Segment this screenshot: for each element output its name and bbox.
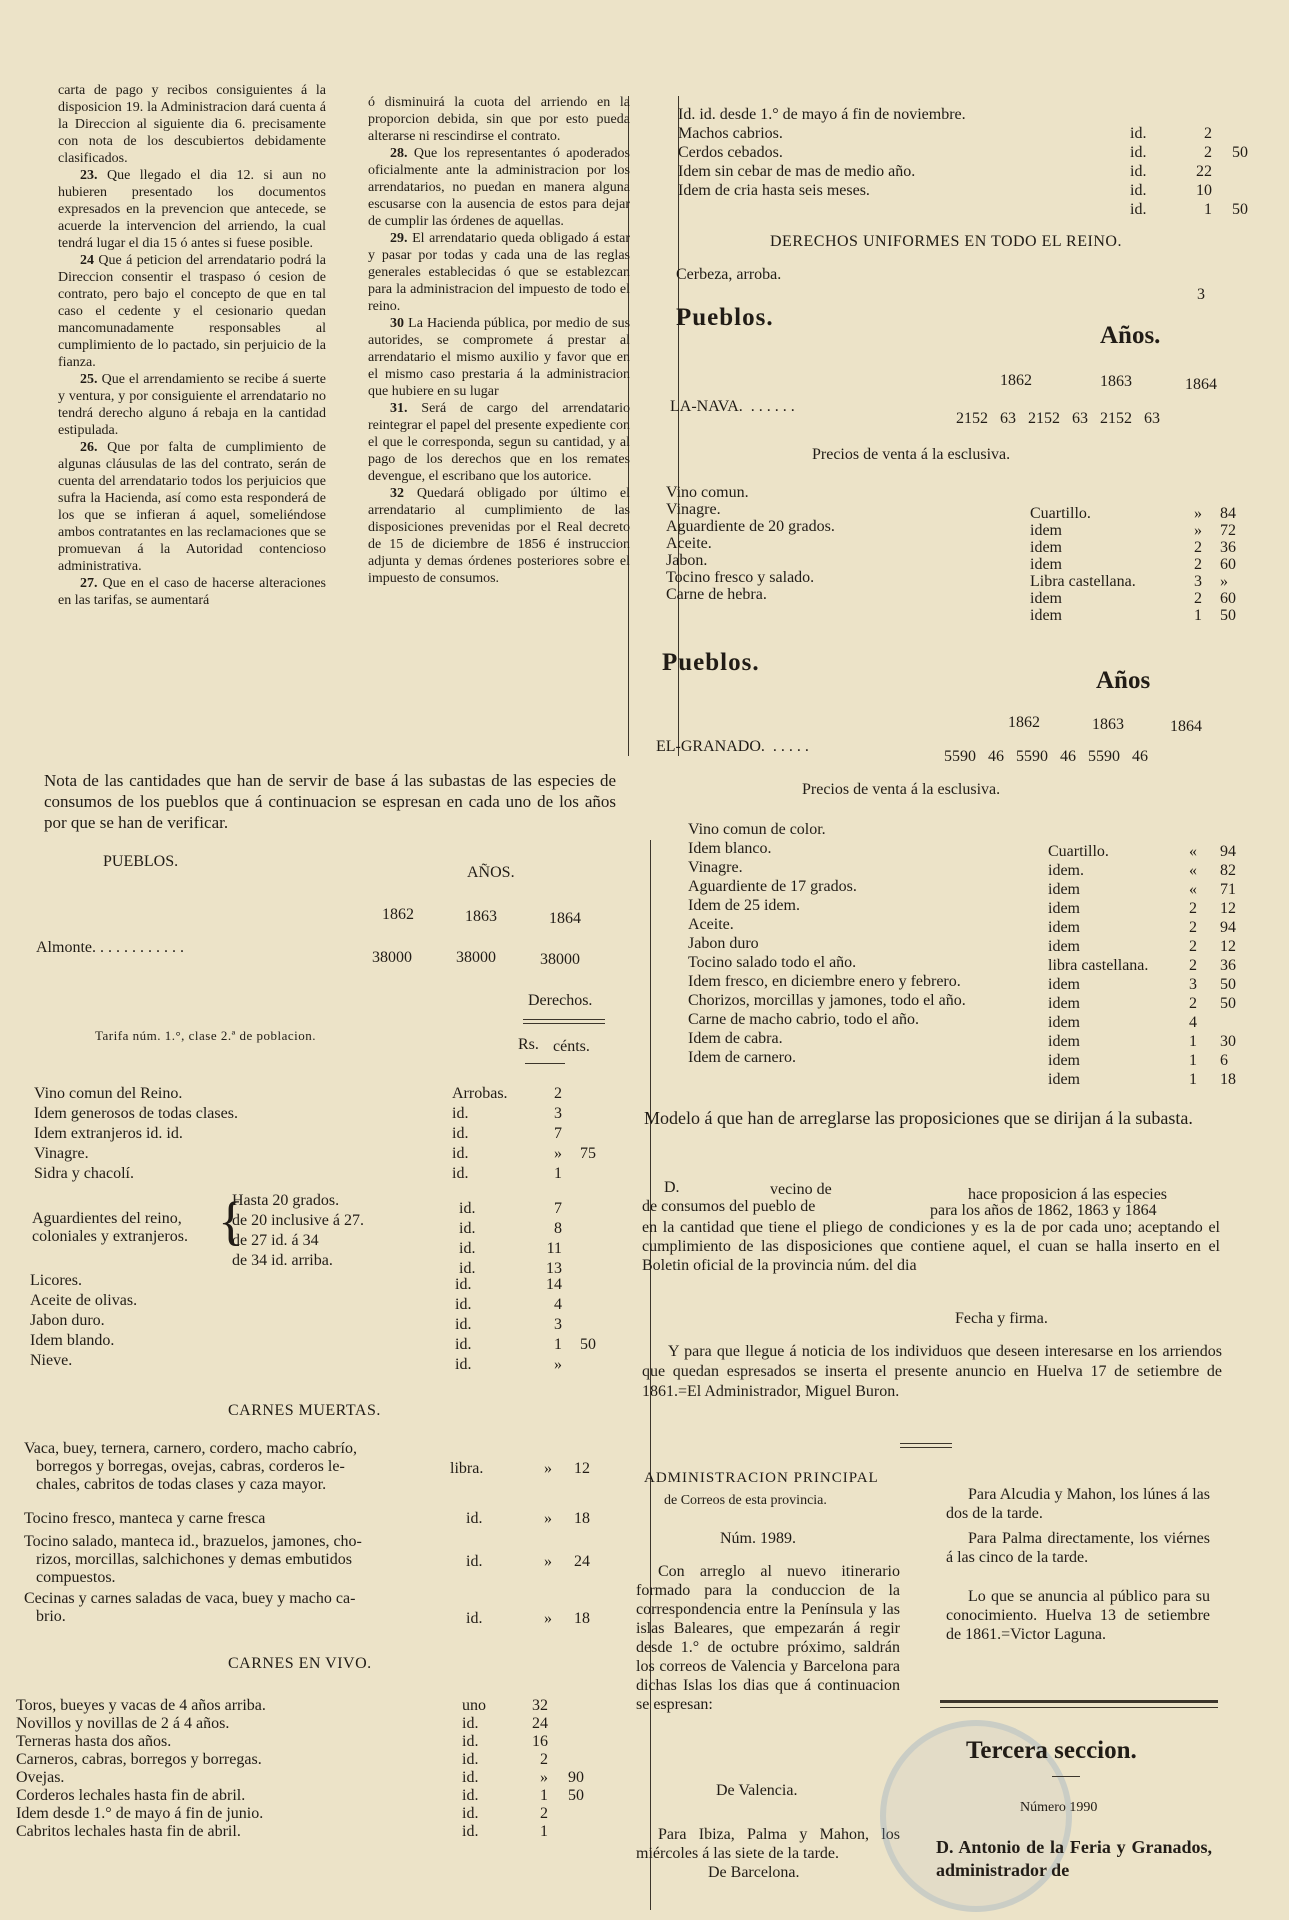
- condition-text: La Hacienda pública, por medio de sus autorides, se compromete á prestar al arrendatario el mismo auxilio y favor que en el mismo caso prestaria á la administracion que hubiere en su lugar: [368, 316, 631, 399]
- modelo-field: hace proposicion á las especies: [968, 1186, 1168, 1203]
- item-unit: idem.: [1048, 862, 1084, 879]
- item-reales: »: [554, 1145, 562, 1162]
- year-1862: 1862: [1000, 372, 1032, 389]
- item-cents: 36: [1220, 539, 1236, 556]
- pueblos-header: Pueblos.: [676, 304, 774, 331]
- condition-text: Quedará obligado por último el arrendatario al cumplimiento de las disposiciones prevenidas por el Real decreto de 15 de diciembre de 1856 é instruccion adjunta y demas órdenes posteriores sobre el impuesto de consumos.: [368, 486, 631, 586]
- modelo-field: D.: [664, 1179, 680, 1196]
- item-cents: 18: [574, 1510, 590, 1527]
- item-unit: idem: [1048, 1052, 1080, 1069]
- year-1863: 1863: [1100, 373, 1132, 390]
- item-unit: id.: [459, 1260, 476, 1277]
- item-name: Cabritos lechales hasta fin de abril.: [16, 1823, 241, 1840]
- item-unit: Cuartillo.: [1048, 843, 1109, 860]
- condition-paragraph: [368, 230, 630, 315]
- item-unit: id.: [1130, 163, 1147, 180]
- condition-paragraph: [58, 167, 326, 252]
- item-name: Idem desde 1.° de mayo á fin de junio.: [16, 1805, 264, 1822]
- item-unit: idem: [1048, 881, 1080, 898]
- aviso-text: Y para que llegue á noticia de los individuos que deseen interesarse en los arriendos que quedan espresados se inserta el presente anuncio en Huelva 17 de setiembre de 1861.=El Administrador, Miguel Buron.: [642, 1343, 1222, 1400]
- item-unit: id.: [466, 1610, 483, 1627]
- item-reales: 13: [546, 1260, 562, 1277]
- item-unit: idem: [1048, 938, 1080, 955]
- item-cents: 75: [580, 1145, 596, 1162]
- item-name: rizos, morcillas, salchichones y demas embutidos: [36, 1551, 352, 1568]
- divider: [900, 1443, 952, 1444]
- item-name: Vinagre.: [688, 859, 743, 876]
- item-reales: 2: [1194, 590, 1202, 607]
- item-reales: »: [540, 1769, 548, 1786]
- item-reales: »: [1194, 505, 1202, 522]
- item-reales: 4: [554, 1296, 562, 1313]
- item-name: Machos cabrios.: [678, 125, 783, 142]
- item-unit: id.: [1130, 182, 1147, 199]
- item-reales: 2: [1189, 919, 1197, 936]
- item-unit: id.: [452, 1165, 469, 1182]
- item-name: Jabon duro.: [30, 1312, 105, 1329]
- item-name: Idem extranjeros id. id.: [34, 1125, 183, 1142]
- item-name: borregos y borregas, ovejas, cabras, corderos le-: [36, 1458, 345, 1475]
- item-unit: id.: [459, 1220, 476, 1237]
- tercera-numero: Número 1990: [1020, 1800, 1098, 1815]
- item-name: Novillos y novillas de 2 á 4 años.: [16, 1715, 230, 1732]
- anuncio-text: Lo que se anuncia al público para su conocimiento. Huelva 13 de setiembre de 1861.=Victor Laguna.: [946, 1588, 1210, 1643]
- item-cents: 12: [1220, 938, 1236, 955]
- item-reales: »: [544, 1610, 552, 1627]
- item-reales: 24: [532, 1715, 548, 1732]
- item-reales: 1: [1194, 607, 1202, 624]
- cerveza-row: Cerbeza, arroba.: [676, 266, 782, 283]
- item-unit: id.: [455, 1276, 472, 1293]
- item-reales: 1: [1189, 1071, 1197, 1088]
- divider: [940, 1707, 1218, 1708]
- correos-subtitle: de Correos de esta provincia.: [664, 1493, 827, 1508]
- item-name: Aguardiente de 17 grados.: [688, 878, 857, 895]
- item-reales: 7: [554, 1125, 562, 1142]
- item-cents: 36: [1220, 957, 1236, 974]
- aguardiente-range: Hasta 20 grados.: [232, 1192, 340, 1209]
- item-unit: id.: [462, 1751, 479, 1768]
- item-unit: libra.: [450, 1460, 484, 1477]
- item-unit: id.: [459, 1240, 476, 1257]
- item-name: brio.: [36, 1608, 66, 1625]
- town-elgranado: EL-GRANADO. . . . . .: [656, 738, 809, 755]
- item-reales: «: [1189, 881, 1197, 898]
- item-name: Vinagre.: [34, 1145, 89, 1162]
- precios-heading: Precios de venta á la esclusiva.: [802, 781, 1001, 798]
- derechos-uniformes-heading: DERECHOS UNIFORMES EN TODO EL REINO.: [770, 233, 1122, 250]
- condition-number: 31.: [390, 401, 422, 416]
- item-unit: id.: [1130, 144, 1147, 161]
- nota-text: Nota de las cantidades que han de servir de base á las subastas de las especies de consumos de los pueblos que á continuacion se espresan en cada uno de los años por que se han de verificar.: [44, 771, 616, 832]
- item-reales: »: [544, 1553, 552, 1570]
- tarifa-heading: Tarifa núm. 1.°, clase 2.ª de poblacion.: [95, 1028, 317, 1043]
- item-name: Vino comun de color.: [688, 821, 826, 838]
- item-name: Idem de 25 idem.: [688, 897, 800, 914]
- item-name: Carne de hebra.: [666, 586, 767, 603]
- item-cents: 50: [1220, 607, 1236, 624]
- town-lanava: LA-NAVA. . . . . . .: [670, 398, 795, 415]
- palma-text: Para Palma directamente, los viérnes á las cinco de la tarde.: [946, 1530, 1210, 1566]
- item-cents: 94: [1220, 843, 1236, 860]
- year-1862: 1862: [382, 906, 414, 923]
- aguardiente-range: de 34 id. arriba.: [232, 1252, 333, 1269]
- condition-number: 26.: [80, 440, 108, 455]
- item-name: Aceite.: [688, 916, 734, 933]
- item-reales: 8: [554, 1220, 562, 1237]
- item-reales: 11: [546, 1240, 562, 1257]
- item-unit: idem: [1048, 995, 1080, 1012]
- item-unit: idem: [1048, 919, 1080, 936]
- condition-paragraph: [58, 371, 326, 439]
- anos-label: AÑOS.: [467, 864, 515, 881]
- item-unit: idem: [1048, 1033, 1080, 1050]
- condition-text: Será de cargo del arrendatario reintegrar el papel del presente expediente con el que le corresponda, segun su cantidad, y al pago de los derechos que en los remates devengue, el escribano que los autorice.: [368, 401, 631, 484]
- item-cents: 18: [574, 1610, 590, 1627]
- condition-text: Que llegado el dia 12. si aun no hubieren presentado los documentos expresados en la prevencion que antecede, se acuerde la intervencion del arriendo, la cual tendrá lugar el dia 15 ó antes si fuese posible.: [58, 168, 326, 251]
- item-reales: 2: [1194, 556, 1202, 573]
- item-name: Ovejas.: [16, 1769, 65, 1786]
- item-name: Aceite.: [666, 535, 712, 552]
- item-name: Carneros, cabras, borregos y borregas.: [16, 1751, 262, 1768]
- item-cents: 72: [1220, 522, 1236, 539]
- condition-number: 24: [80, 253, 99, 268]
- item-unit: id.: [455, 1356, 472, 1373]
- conditions-column-2: [368, 94, 630, 587]
- item-reales: »: [1194, 522, 1202, 539]
- item-reales: 4: [1189, 1014, 1197, 1031]
- item-name: Vino comun del Reino.: [34, 1085, 183, 1102]
- item-name: Vinagre.: [666, 501, 721, 518]
- correos-numero: Núm. 1989.: [720, 1530, 796, 1547]
- item-cents: 50: [1232, 201, 1248, 218]
- item-cents: 90: [568, 1769, 584, 1786]
- item-name: Aceite de olivas.: [30, 1292, 138, 1309]
- condition-number: 27.: [80, 576, 103, 591]
- item-unit: idem: [1030, 607, 1062, 624]
- condition-number: 28.: [390, 146, 414, 161]
- condition-paragraph: [58, 575, 326, 609]
- item-cents: 82: [1220, 862, 1236, 879]
- elgranado-values: 5590 46 5590 46 5590 46: [944, 748, 1148, 765]
- condition-paragraph: [58, 439, 326, 575]
- conditions-column-1: [58, 82, 326, 609]
- item-cents: 50: [1232, 144, 1248, 161]
- item-unit: id.: [1130, 125, 1147, 142]
- condition-text: carta de pago y recibos consiguientes á la disposicion 19. la Administracion dará cuenta á la Direccion al siguiente dia 6. precisamente con nota de los descubiertos debidamente clasificados.: [58, 83, 326, 166]
- item-reales: 2: [1189, 995, 1197, 1012]
- condition-paragraph: [368, 145, 630, 230]
- item-reales: 1: [554, 1336, 562, 1353]
- condition-text: Que el arrendamiento se recibe á suerte y ventura, y por consiguiente el arrendatario no tendrá derecho alguno á rebaja en la cantidad estipulada.: [58, 372, 326, 438]
- item-name: compuestos.: [36, 1569, 116, 1586]
- aguardientes-label: Aguardientes del reino,: [32, 1210, 182, 1227]
- item-unit: id.: [455, 1316, 472, 1333]
- barcelona-heading: De Barcelona.: [708, 1864, 800, 1881]
- condition-number: 30: [390, 316, 409, 331]
- item-unit: id.: [462, 1823, 479, 1840]
- item-unit: id.: [452, 1145, 469, 1162]
- item-reales: 32: [532, 1697, 548, 1714]
- item-unit: id.: [452, 1105, 469, 1122]
- item-name: Cecinas y carnes saladas de vaca, buey y macho ca-: [24, 1590, 356, 1607]
- condition-paragraph: [368, 400, 630, 485]
- almonte-value: 38000: [540, 951, 580, 968]
- item-unit: idem: [1048, 976, 1080, 993]
- item-name: Idem fresco, en diciembre enero y febrero.: [688, 973, 961, 990]
- aguardiente-range: de 20 inclusive á 27.: [232, 1212, 364, 1229]
- condition-text: ó disminuirá la cuota del arriendo en la proporcion debida, sin que por esto pueda alterarse ni rescindirse el contrato.: [368, 95, 630, 144]
- alcudia-text: Para Alcudia y Mahon, los lúnes á las dos de la tarde.: [946, 1486, 1210, 1522]
- year-1862: 1862: [1008, 714, 1040, 731]
- item-reales: 2: [540, 1751, 548, 1768]
- item-unit: id.: [462, 1715, 479, 1732]
- almonte-value: 38000: [456, 949, 496, 966]
- item-unit: id.: [459, 1200, 476, 1217]
- divider: [525, 1063, 565, 1064]
- condition-paragraph: [58, 82, 326, 167]
- anos-header: Años.: [1100, 322, 1161, 349]
- item-unit: id.: [466, 1510, 483, 1527]
- correos-body: Con arreglo al nuevo itinerario formado para la conduccion de la correspondencia entre la Península y las islas Baleares, que empezarán á regir desde 1.° de octubre próximo, saldrán los correos de Valencia y Barcelona para dichas Islas los dias que á continuacion se espresan:: [636, 1563, 900, 1713]
- item-unit: idem: [1030, 590, 1062, 607]
- condition-paragraph: [368, 315, 630, 400]
- condition-number: 29.: [390, 231, 413, 246]
- item-name: Idem de cria hasta seis meses.: [678, 182, 870, 199]
- year-1863: 1863: [465, 908, 497, 925]
- item-name: Idem sin cebar de mas de medio año.: [678, 163, 916, 180]
- item-cents: 60: [1220, 556, 1236, 573]
- item-name: Corderos lechales hasta fin de abril.: [16, 1787, 246, 1804]
- item-name: Vino comun.: [666, 484, 749, 501]
- modelo-field: de consumos del pueblo de: [642, 1198, 816, 1215]
- town-almonte: Almonte. . . . . . . . . . . .: [36, 939, 184, 956]
- item-name: Idem de carnero.: [688, 1049, 796, 1066]
- item-reales: «: [1189, 843, 1197, 860]
- item-cents: 50: [580, 1336, 596, 1353]
- item-name: Nieve.: [30, 1352, 73, 1369]
- item-reales: 1: [540, 1787, 548, 1804]
- item-unit: id.: [455, 1296, 472, 1313]
- item-unit: id.: [462, 1805, 479, 1822]
- tercera-seccion-title: Tercera seccion.: [966, 1737, 1137, 1764]
- divider: [900, 1447, 952, 1448]
- condition-paragraph: [368, 94, 630, 145]
- item-name: Chorizos, morcillas y jamones, todo el año.: [688, 992, 966, 1009]
- condition-number: 32: [390, 486, 417, 501]
- item-reales: »: [554, 1356, 562, 1373]
- item-reales: 2: [1204, 125, 1212, 142]
- item-name: chales, cabritos de todas clases y caza mayor.: [36, 1476, 327, 1493]
- item-unit: id.: [462, 1769, 479, 1786]
- item-reales: 7: [554, 1200, 562, 1217]
- item-name: Tocino fresco, manteca y carne fresca: [24, 1510, 266, 1527]
- item-name: Jabon.: [666, 552, 708, 569]
- condition-text: Que á peticion del arrendatario podrá la Direccion consentir el traspaso ó cesion de contrato, pero bajo el concepto de que en tal caso el cedente y el cesionario quedan mancomunadamente responsables al cumplimiento de lo pactado, sin perjuicio de la fianza.: [58, 253, 327, 370]
- cerveza-value: 3: [1197, 286, 1205, 303]
- modelo-field: vecino de: [770, 1181, 832, 1198]
- valencia-heading: De Valencia.: [716, 1782, 798, 1799]
- item-name: Vaca, buey, ternera, carnero, cordero, macho cabrío,: [24, 1440, 357, 1457]
- tercera-text: D. Antonio de la Feria y Granados, administrador de: [936, 1837, 1212, 1880]
- item-name: Tocino salado todo el año.: [688, 954, 857, 971]
- divider: [523, 1019, 605, 1020]
- item-unit: idem: [1030, 522, 1062, 539]
- item-name: Toros, bueyes y vacas de 4 años arriba.: [16, 1697, 266, 1714]
- item-reales: 14: [546, 1276, 562, 1293]
- item-name: Idem blando.: [30, 1332, 115, 1349]
- condition-number: 25.: [80, 372, 102, 387]
- divider: [1052, 1776, 1080, 1777]
- item-name: Licores.: [30, 1272, 82, 1289]
- item-reales: »: [544, 1510, 552, 1527]
- item-name: Terneras hasta dos años.: [16, 1733, 172, 1750]
- item-unit: id.: [462, 1787, 479, 1804]
- item-cents: 12: [574, 1460, 590, 1477]
- item-unit: idem: [1048, 900, 1080, 917]
- item-unit: Arrobas.: [452, 1085, 508, 1102]
- item-unit: id.: [452, 1125, 469, 1142]
- derechos-label: Derechos.: [528, 992, 593, 1009]
- item-name: Carne de macho cabrio, todo el año.: [688, 1011, 920, 1028]
- item-reales: 2: [540, 1805, 548, 1822]
- fecha-firma: Fecha y firma.: [955, 1310, 1048, 1327]
- condition-text: Que los representantes ó apoderados oficialmente ante la administracion por los arrendatarios, no puedan en manera alguna escusarse con la ausencia de estos para dejar de cumplir las órdenes de aquellas.: [368, 146, 631, 229]
- item-cents: 12: [1220, 900, 1236, 917]
- item-name: Jabon duro: [688, 935, 759, 952]
- item-reales: 2: [1204, 144, 1212, 161]
- item-name: Tocino fresco y salado.: [666, 569, 815, 586]
- item-unit: libra castellana.: [1048, 957, 1149, 974]
- rs-label: Rs.: [518, 1036, 539, 1053]
- item-reales: »: [544, 1460, 552, 1477]
- item-unit: idem: [1048, 1014, 1080, 1031]
- item-reales: 1: [1204, 201, 1212, 218]
- item-cents: 50: [1220, 995, 1236, 1012]
- item-unit: idem: [1030, 539, 1062, 556]
- divider: [523, 1023, 605, 1024]
- correos-title: ADMINISTRACION PRINCIPAL: [644, 1470, 879, 1486]
- item-unit: idem: [1030, 556, 1062, 573]
- item-unit: id.: [455, 1336, 472, 1353]
- condition-paragraph: [368, 485, 630, 587]
- aguardiente-range: de 27 id. á 34: [232, 1232, 319, 1249]
- item-cents: 24: [574, 1553, 590, 1570]
- item-cents: 94: [1220, 919, 1236, 936]
- item-name: Idem blanco.: [688, 840, 772, 857]
- item-name: Idem generosos de todas clases.: [34, 1105, 238, 1122]
- item-reales: 10: [1196, 182, 1212, 199]
- almonte-value: 38000: [372, 949, 412, 966]
- item-cents: 6: [1220, 1052, 1228, 1069]
- item-reales: 3: [1189, 976, 1197, 993]
- item-unit: idem: [1048, 1071, 1080, 1088]
- modelo-field: para los años de 1862, 1863 y 1864: [930, 1202, 1157, 1219]
- item-cents: 50: [1220, 976, 1236, 993]
- item-unit: id.: [1130, 201, 1147, 218]
- item-unit: Libra castellana.: [1030, 573, 1136, 590]
- item-reales: 3: [554, 1105, 562, 1122]
- item-name: Cerdos cebados.: [678, 144, 783, 161]
- item-cents: 60: [1220, 590, 1236, 607]
- item-reales: 2: [1189, 900, 1197, 917]
- condition-number: 23.: [80, 168, 107, 183]
- aguardientes-label: coloniales y extranjeros.: [32, 1228, 188, 1245]
- item-cents: »: [1220, 573, 1228, 590]
- anos-header: Años: [1096, 667, 1151, 694]
- item-cents: 84: [1220, 505, 1236, 522]
- item-name: Idem de cabra.: [688, 1030, 783, 1047]
- condition-text: Que en el caso de hacerse alteraciones en las tarifas, se aumentará: [58, 576, 327, 608]
- precios-heading: Precios de venta á la esclusiva.: [812, 446, 1011, 463]
- condition-paragraph: [58, 252, 326, 371]
- valencia-text: Para Ibiza, Palma y Mahon, los miércoles á las siete de la tarde.: [636, 1826, 900, 1862]
- item-unit: Cuartillo.: [1030, 505, 1091, 522]
- item-reales: 1: [1189, 1052, 1197, 1069]
- item-unit: id.: [462, 1733, 479, 1750]
- year-1864: 1864: [1185, 376, 1217, 393]
- item-unit: uno: [462, 1697, 486, 1714]
- item-name: Sidra y chacolí.: [34, 1165, 134, 1182]
- item-name: Aguardiente de 20 grados.: [666, 518, 835, 535]
- year-1864: 1864: [1170, 718, 1202, 735]
- item-reales: 3: [1194, 573, 1202, 590]
- item-reales: 2: [554, 1085, 562, 1102]
- item-reales: 16: [532, 1733, 548, 1750]
- year-1864: 1864: [549, 910, 581, 927]
- item-name: Id. id. desde 1.° de mayo á fin de noviembre.: [678, 106, 966, 123]
- item-reales: «: [1189, 862, 1197, 879]
- item-name: Tocino salado, manteca id., brazuelos, jamones, cho-: [24, 1533, 362, 1550]
- item-reales: 2: [1189, 938, 1197, 955]
- divider: [940, 1700, 1218, 1703]
- pueblos-header: Pueblos.: [662, 649, 760, 676]
- lanava-values: 2152 63 2152 63 2152 63: [956, 410, 1160, 427]
- condition-text: El arrendatario queda obligado á estar y pasar por todas y cada una de las reglas generales establecidas ó que se establezcan para la administracion del impuesto de todo el reino.: [368, 231, 630, 314]
- brace: {: [218, 1191, 244, 1251]
- modelo-title: Modelo á que han de arreglarse las proposiciones que se dirijan á la subasta.: [644, 1108, 1193, 1128]
- modelo-body: en la cantidad que tiene el pliego de condiciones y es la de por cada uno; aceptando el cumplimiento de las disposiciones que contiene aquel, el cuan se halla inserto en el Boletin oficial de la provincia núm. del dia: [642, 1219, 1220, 1274]
- item-reales: 3: [554, 1316, 562, 1333]
- item-reales: 2: [1189, 957, 1197, 974]
- carnes-muertas-heading: CARNES MUERTAS.: [228, 1402, 381, 1419]
- carnes-vivo-heading: CARNES EN VIVO.: [228, 1655, 372, 1672]
- item-reales: 1: [540, 1823, 548, 1840]
- item-reales: 22: [1196, 163, 1212, 180]
- cents-label: cénts.: [553, 1038, 590, 1055]
- item-cents: 18: [1220, 1071, 1236, 1088]
- item-reales: 2: [1194, 539, 1202, 556]
- item-cents: 30: [1220, 1033, 1236, 1050]
- item-cents: 71: [1220, 881, 1236, 898]
- item-reales: 1: [1189, 1033, 1197, 1050]
- condition-text: Que por falta de cumplimiento de algunas cláusulas de las del contrato, serán de cuenta del arrendatario todos los perjuicios que sufra la Hacienda, así como esta responderá de los que se infieran á aquel, someliéndose ambos contratantes en las reclamaciones que se promuevan á la Autoridad contencioso administrativa.: [58, 440, 326, 574]
- item-unit: id.: [466, 1553, 483, 1570]
- item-reales: 1: [554, 1165, 562, 1182]
- pueblos-label: PUEBLOS.: [103, 853, 179, 870]
- year-1863: 1863: [1092, 716, 1124, 733]
- item-cents: 50: [568, 1787, 584, 1804]
